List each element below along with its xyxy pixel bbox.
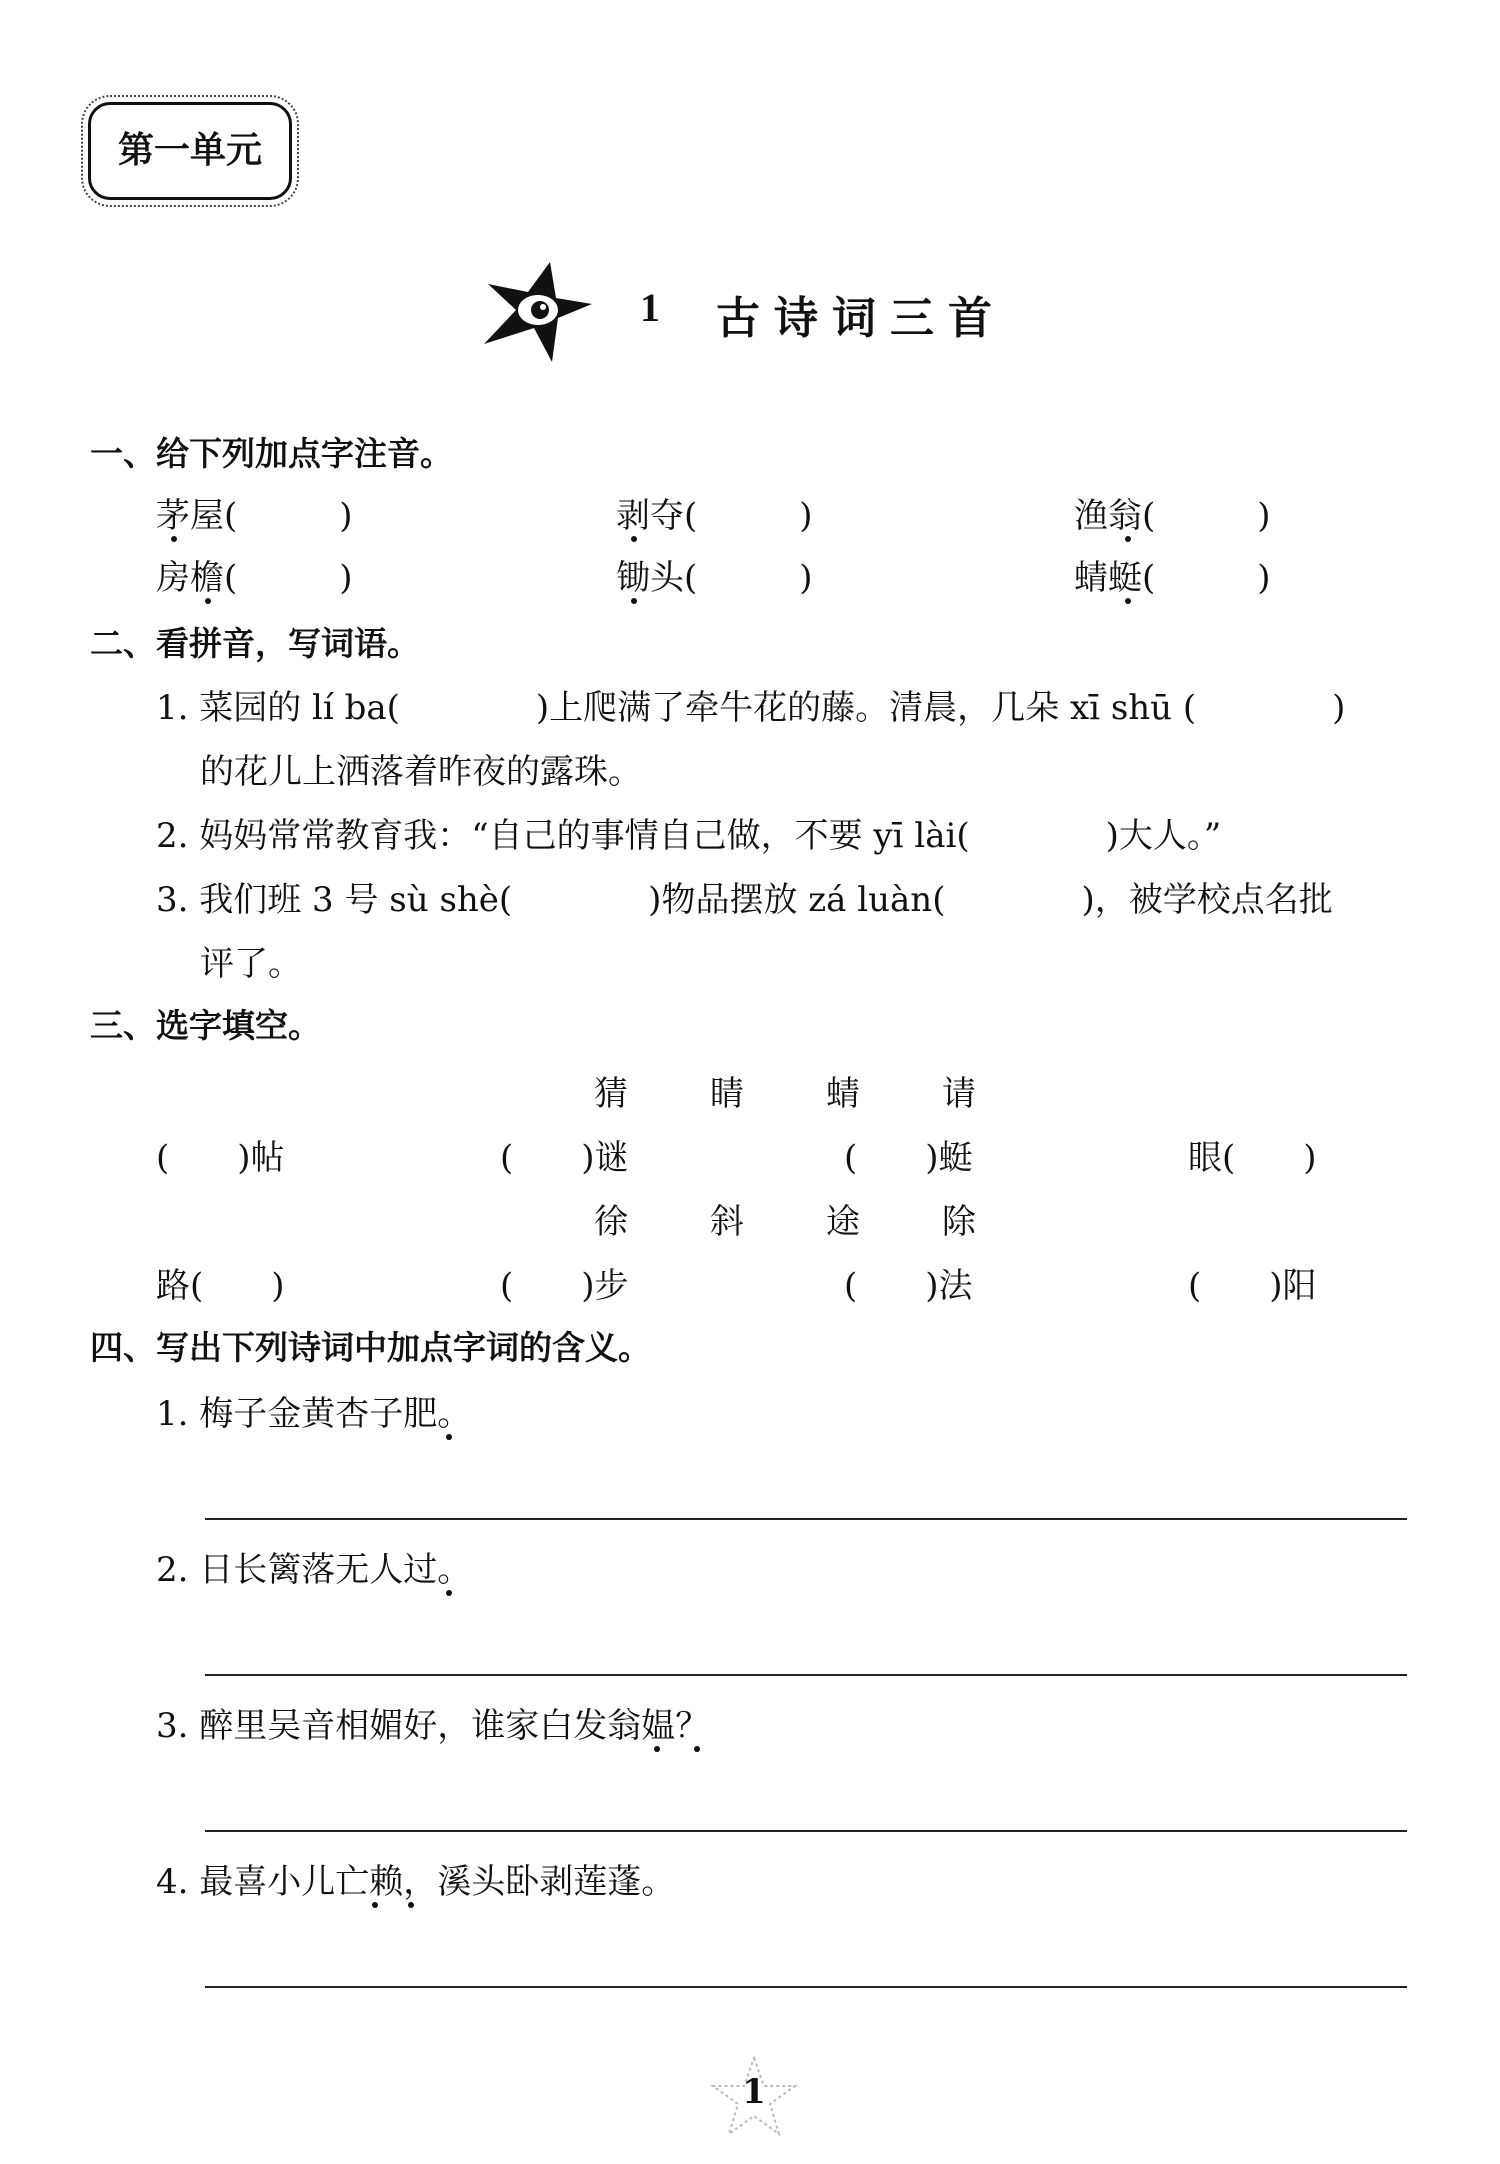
page-title: 古诗词三首 — [716, 293, 1006, 344]
emphasis-dot — [1125, 536, 1131, 542]
emphasis-dot — [205, 598, 211, 604]
emphasis-dot — [408, 1902, 414, 1908]
emphasis-dot — [694, 1746, 700, 1752]
s4-q3: 3. 醉里吴音相媚好，谁家白发翁媪？ — [156, 1706, 710, 1746]
s3-char-7: 途 — [826, 1202, 908, 1242]
s1-item-2: 剥夺( ) — [616, 496, 813, 536]
emphasis-dot — [654, 1746, 660, 1752]
answer-line[interactable] — [205, 1986, 1407, 1988]
emphasis-dot — [446, 1590, 452, 1596]
s3-blank-3: ( )蜓 — [844, 1138, 973, 1178]
answer-line[interactable] — [205, 1518, 1407, 1520]
emphasis-dot — [631, 536, 637, 542]
s3-char-1: 猜 — [594, 1074, 676, 1114]
unit-badge — [88, 102, 292, 200]
s3-blank-8: ( )阳 — [1188, 1266, 1317, 1306]
s3-blank-2: ( )谜 — [500, 1138, 629, 1178]
answer-line[interactable] — [205, 1830, 1407, 1832]
s2-q3-line1: 3. 我们班 3 号 sù shè( )物品摆放 zá luàn( )，被学校点名批 — [156, 880, 1333, 920]
s3-char-4: 请 — [942, 1074, 1024, 1114]
s4-q4: 4. 最喜小儿亡赖，溪头卧剥莲蓬。 — [156, 1862, 676, 1902]
s3-blank-6: ( )步 — [500, 1266, 629, 1306]
emphasis-dot — [1125, 598, 1131, 604]
s3-blank-1: ( )帖 — [156, 1138, 285, 1178]
section-1-heading: 一、给下列加点字注音。 — [90, 434, 453, 473]
answer-line[interactable] — [205, 1674, 1407, 1676]
emphasis-dot — [631, 598, 637, 604]
s3-char-8: 除 — [942, 1202, 1024, 1242]
s1-item-5: 锄头( ) — [616, 558, 813, 598]
s1-item-1: 茅屋( ) — [156, 496, 353, 536]
s3-blank-4: 眼( ) — [1188, 1138, 1317, 1178]
s2-q2: 2. 妈妈常常教育我：“自己的事情自己做，不要 yī lài( )大人。” — [156, 816, 1222, 856]
s3-blank-5: 路( ) — [156, 1266, 285, 1306]
s4-q1: 1. 梅子金黄杏子肥。 — [156, 1394, 472, 1434]
s3-char-2: 睛 — [710, 1074, 792, 1114]
s4-q2: 2. 日长篱落无人过。 — [156, 1550, 472, 1590]
unit-label: 第一单元 — [117, 130, 262, 171]
s1-item-3: 渔翁( ) — [1074, 496, 1271, 536]
s1-item-4: 房檐( ) — [156, 558, 353, 598]
emphasis-dot — [171, 536, 177, 542]
s3-blank-7: ( )法 — [844, 1266, 973, 1306]
section-3-heading: 三、选字填空。 — [90, 1006, 321, 1045]
s2-q1-line1: 1. 菜园的 lí ba( )上爬满了牵牛花的藤。清晨，几朵 xī shū ( ) — [156, 688, 1346, 728]
section-4-heading: 四、写出下列诗词中加点字词的含义。 — [90, 1328, 651, 1367]
s2-q1-line2: 的花儿上洒落着昨夜的露珠。 — [200, 752, 642, 792]
s3-char-5: 徐 — [594, 1202, 676, 1242]
star-eye-icon — [478, 258, 596, 368]
s3-char-3: 蜻 — [826, 1074, 908, 1114]
lesson-number: 1 — [640, 285, 660, 330]
page-number: 1 — [742, 2072, 766, 2112]
emphasis-dot — [372, 1902, 378, 1908]
s2-q3-line2: 评了。 — [200, 944, 302, 984]
section-2-heading: 二、看拼音，写词语。 — [90, 624, 420, 663]
s1-item-6: 蜻蜓( ) — [1074, 558, 1271, 598]
emphasis-dot — [446, 1434, 452, 1440]
s3-char-6: 斜 — [710, 1202, 792, 1242]
